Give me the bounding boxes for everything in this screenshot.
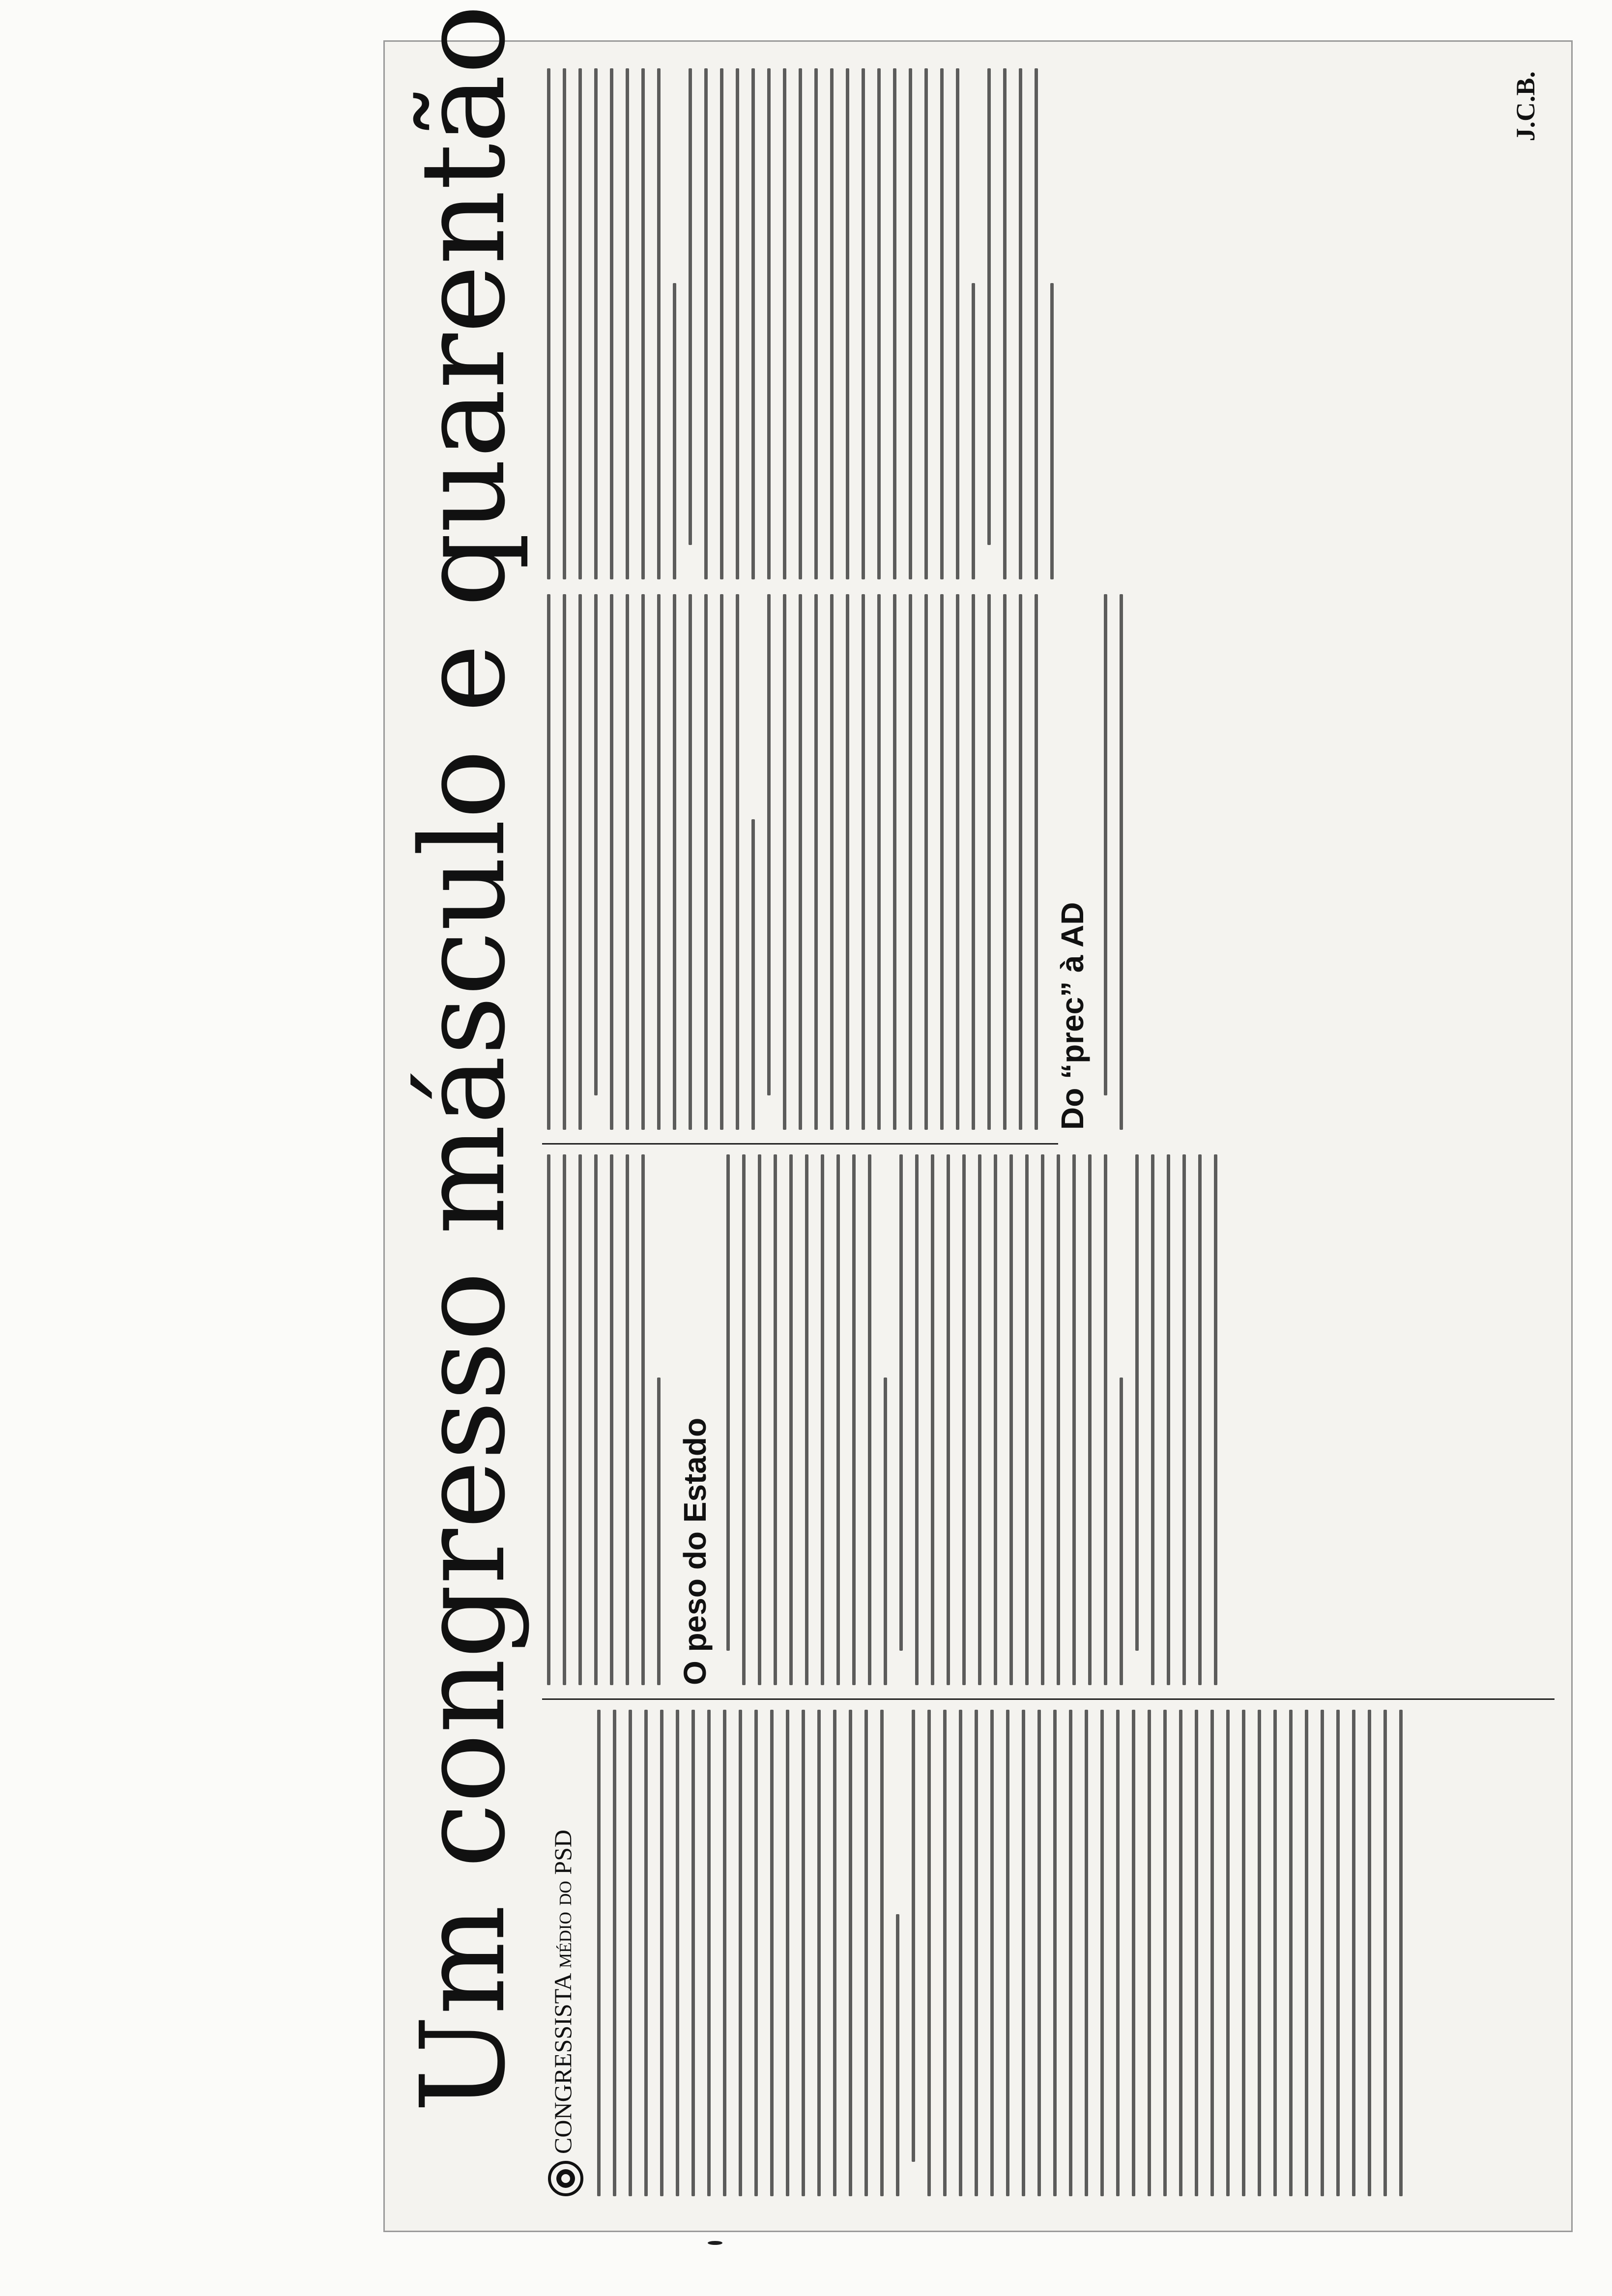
- column-4: [547, 68, 1550, 579]
- illegible-body-text: [597, 1710, 1403, 2196]
- subheading: O peso do Estado: [677, 1417, 713, 1685]
- column-2: [547, 1154, 1550, 1685]
- lede-paragraph: [547, 1710, 583, 2196]
- byline: J.C.B.: [1511, 71, 1540, 142]
- illegible-body-text: [1104, 594, 1123, 1130]
- column-3: [547, 594, 1550, 1130]
- newspaper-clipping: [383, 4, 1573, 2232]
- headline: Um congresso másculo e quarentão: [396, 4, 531, 2113]
- illegible-body-text: [547, 68, 1054, 579]
- subheading: Do “prec” à AD: [1055, 902, 1090, 1130]
- column-1: [547, 1710, 1550, 2196]
- illegible-body-text: [547, 594, 1038, 1130]
- illegible-body-text: [547, 1154, 661, 1685]
- circular-logo-icon: [548, 2161, 583, 2196]
- scan-speck: [708, 2241, 722, 2245]
- illegible-body-text: [726, 1154, 1217, 1685]
- column-rule: [542, 1698, 1554, 1700]
- lede-opening: CONGRESSISTA médio do PSD: [549, 1829, 576, 2154]
- column-rule: [542, 1143, 1058, 1145]
